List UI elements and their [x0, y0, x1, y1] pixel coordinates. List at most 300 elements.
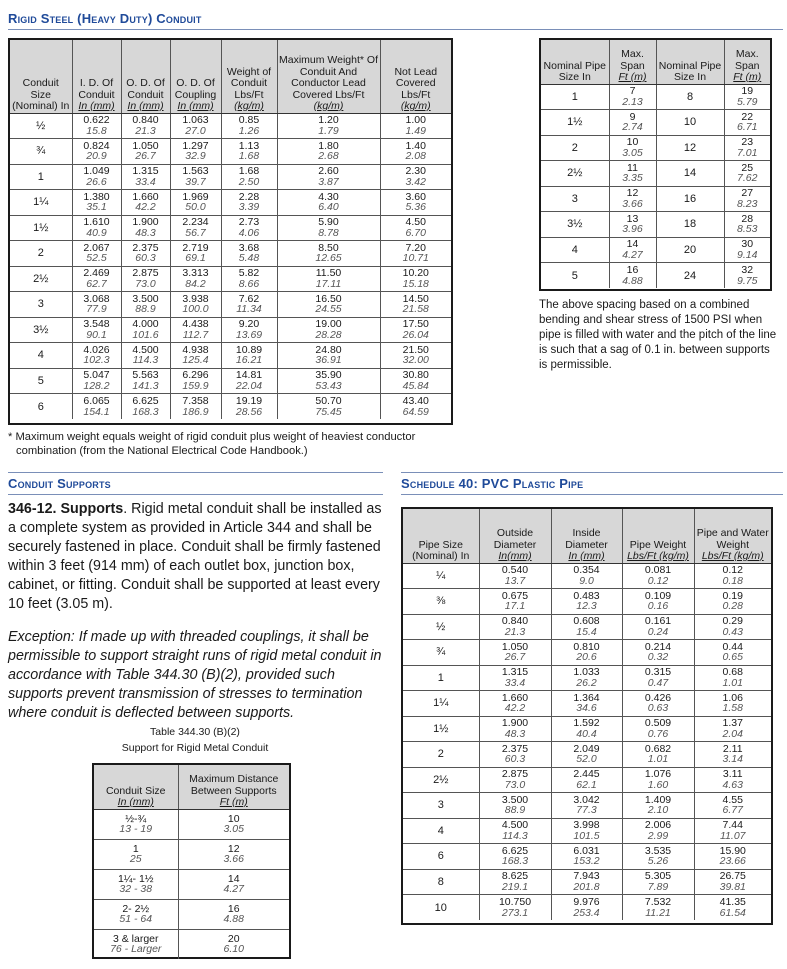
value-cell — [72, 266, 121, 292]
value-cell — [622, 589, 694, 615]
value-cell — [121, 113, 170, 139]
size-cell: ⅜ — [403, 589, 479, 615]
imperial-value: 1 — [132, 842, 139, 855]
column-header — [380, 40, 451, 113]
size-cell: 1 — [10, 164, 72, 190]
imperial-value: 12 — [227, 842, 240, 855]
imperial-value: 1.050 — [501, 640, 529, 653]
imperial-value: 1.297 — [182, 139, 209, 152]
metric-value: 13.69 — [235, 328, 263, 341]
metric-value: 3.66 — [622, 197, 643, 210]
imperial-value: 10.89 — [235, 343, 263, 356]
metric-value: 0.32 — [647, 651, 669, 664]
imperial-value: 1.315 — [501, 666, 529, 679]
value-cell — [380, 292, 451, 318]
value-cell — [622, 614, 694, 640]
value-cell — [551, 742, 622, 768]
value-cell — [622, 691, 694, 717]
imperial-value: 1.049 — [83, 165, 110, 178]
metric-value: 77.9 — [86, 303, 107, 316]
table-row — [94, 839, 289, 869]
imperial-value: 4.500 — [132, 343, 159, 356]
value-cell — [622, 665, 694, 691]
table-row — [403, 767, 771, 793]
value-cell — [622, 640, 694, 666]
imperial-value: 6.625 — [132, 395, 159, 407]
imperial-value: 0.426 — [644, 691, 672, 704]
metric-value: 13 - 19 — [119, 823, 153, 835]
metric-value: 15.4 — [576, 625, 597, 638]
imperial-value: 5.90 — [318, 216, 339, 229]
metric-value: 12.3 — [576, 600, 597, 613]
size-cell: 16 — [656, 186, 724, 212]
value-cell — [277, 113, 380, 139]
metric-value: 154.1 — [83, 405, 110, 418]
metric-value: 21.58 — [402, 303, 429, 316]
value-cell — [479, 640, 551, 666]
imperial-value: 14.50 — [402, 292, 429, 305]
imperial-value: 1.409 — [644, 793, 672, 806]
metric-value: 5.36 — [405, 201, 426, 214]
value-cell — [479, 895, 551, 921]
imperial-value: 6.625 — [501, 844, 529, 857]
value-cell — [609, 110, 656, 136]
value-cell — [622, 767, 694, 793]
metric-value: 17.11 — [315, 277, 342, 290]
table-row — [403, 895, 771, 921]
value-cell — [622, 844, 694, 870]
size-cell: 1 — [403, 665, 479, 691]
metric-value: 42.2 — [504, 702, 526, 715]
value-cell — [221, 139, 277, 165]
value-cell — [221, 368, 277, 394]
value-cell — [72, 190, 121, 216]
value-cell — [121, 368, 170, 394]
size-cell: ½ — [36, 119, 46, 132]
metric-value: 73.0 — [504, 778, 526, 791]
column-header-label: I. D. Of Conduit — [78, 77, 115, 101]
table-row — [541, 161, 770, 187]
metric-value: 33.4 — [504, 676, 526, 689]
value-cell — [72, 215, 121, 241]
imperial-value: 2.875 — [132, 267, 159, 280]
imperial-value: 7.44 — [722, 819, 743, 832]
imperial-value: 0.85 — [238, 114, 260, 127]
imperial-value: 1.050 — [132, 139, 159, 152]
value-cell — [221, 241, 277, 267]
value-cell — [609, 135, 656, 161]
table-row — [10, 343, 451, 369]
imperial-value: 0.354 — [573, 564, 600, 577]
imperial-value: 2.375 — [501, 742, 529, 755]
metric-value: 3.35 — [622, 172, 643, 185]
metric-value: 6.10 — [223, 943, 244, 956]
table-row — [10, 266, 451, 292]
table-row — [94, 869, 289, 899]
value-cell — [609, 186, 656, 212]
value-cell — [94, 929, 178, 959]
value-cell — [380, 394, 451, 420]
imperial-value: 3 & larger — [112, 932, 159, 945]
imperial-value: 0.540 — [501, 564, 529, 577]
metric-value: 101.6 — [132, 328, 159, 341]
size-cell: 10 — [403, 895, 479, 921]
column-header-unit: (kg/m) — [313, 100, 344, 112]
column-header-unit: In(mm) — [498, 550, 532, 562]
metric-value: 1.58 — [722, 702, 743, 715]
size-cell: 18 — [656, 212, 724, 238]
supports-section-title: Conduit Supports — [8, 476, 111, 491]
support-table — [92, 763, 291, 959]
value-cell — [221, 215, 277, 241]
value-cell — [277, 266, 380, 292]
imperial-value: 3.548 — [83, 318, 110, 331]
metric-value: 32.00 — [402, 354, 429, 367]
size-cell: 24 — [656, 263, 724, 289]
column-header — [541, 40, 609, 84]
conduit-section-title: Rigid Steel (Heavy Duty) Conduit — [8, 11, 202, 26]
value-cell — [694, 767, 771, 793]
metric-value: 7.01 — [737, 146, 758, 159]
metric-value: 8.23 — [737, 197, 758, 210]
imperial-value: 7 — [629, 85, 636, 98]
size-cell: 4 — [403, 818, 479, 844]
column-header-label: Pipe Size (Nominal) In — [412, 538, 470, 562]
metric-value: 40.9 — [86, 226, 107, 239]
imperial-value: 8.625 — [501, 870, 529, 883]
value-cell — [170, 292, 221, 318]
value-cell — [170, 368, 221, 394]
size-cell: 2½ — [403, 767, 479, 793]
section-divider — [401, 494, 783, 495]
value-cell — [694, 818, 771, 844]
column-header — [170, 40, 221, 113]
support-table-name: Support for Rigid Metal Conduit — [121, 742, 269, 754]
value-cell — [724, 110, 770, 136]
value-cell — [72, 292, 121, 318]
imperial-value: 2.049 — [573, 742, 600, 755]
value-cell — [551, 869, 622, 895]
metric-value: 112.7 — [182, 328, 209, 341]
metric-value: 52.5 — [86, 252, 107, 265]
table-row — [10, 241, 451, 267]
imperial-value: 0.109 — [644, 589, 672, 602]
value-cell — [479, 589, 551, 615]
imperial-value: 22 — [741, 110, 754, 123]
imperial-value: 0.824 — [83, 139, 110, 152]
imperial-value: 0.810 — [573, 640, 600, 653]
imperial-value: 0.675 — [501, 589, 529, 602]
value-cell — [277, 241, 380, 267]
column-header-label: Maximum Distance Between Supports — [189, 773, 279, 797]
table-row — [10, 215, 451, 241]
imperial-value: 0.214 — [644, 640, 672, 653]
metric-value: 88.9 — [135, 303, 156, 316]
value-cell — [277, 190, 380, 216]
imperial-value: 7.20 — [405, 241, 426, 254]
value-cell — [72, 164, 121, 190]
imperial-value: 16 — [626, 264, 639, 276]
column-header — [551, 509, 622, 563]
value-cell — [694, 665, 771, 691]
metric-value: 84.2 — [185, 277, 206, 290]
size-cell: 1½ — [541, 110, 609, 136]
imperial-value: 30.80 — [402, 369, 429, 382]
metric-value: 201.8 — [573, 880, 600, 893]
supports-exception: Exception: If made up with threaded couplings, it shall be permissible to support straight runs of rigid metal conduit in accordance with Table 344.30 (B)(2), provided such supports prevent transmission of stresses to termination where conduit is deflected between supports. — [8, 629, 382, 721]
imperial-value: 3.68 — [238, 241, 260, 254]
pvc-section-title: Schedule 40: PVC Plastic Pipe — [401, 476, 584, 491]
metric-value: 186.9 — [182, 405, 209, 418]
value-cell — [277, 164, 380, 190]
imperial-value: 0.44 — [722, 640, 743, 653]
value-cell — [609, 263, 656, 289]
value-cell — [694, 793, 771, 819]
column-header-unit: Lbs/Ft (kg/m) — [701, 550, 764, 562]
metric-value: 6.40 — [318, 201, 339, 214]
metric-value: 22.04 — [235, 379, 263, 392]
metric-value: 35.1 — [86, 201, 107, 214]
imperial-value: 5.047 — [83, 369, 110, 382]
imperial-value: 14.81 — [235, 369, 263, 382]
value-cell — [277, 292, 380, 318]
imperial-value: 0.315 — [644, 666, 672, 679]
imperial-value: 5.82 — [238, 267, 260, 280]
metric-value: 25 — [129, 853, 142, 865]
table-row — [403, 691, 771, 717]
imperial-value: 3.938 — [182, 292, 209, 305]
metric-value: 0.16 — [647, 600, 669, 613]
imperial-value: 3.042 — [573, 793, 600, 806]
imperial-value: 2.234 — [182, 216, 209, 229]
metric-value: 114.3 — [502, 829, 528, 842]
value-cell — [694, 589, 771, 615]
column-header-label: Max. Span — [734, 48, 760, 72]
metric-value: 40.4 — [576, 727, 597, 740]
value-cell — [479, 767, 551, 793]
value-cell — [121, 190, 170, 216]
table-row — [403, 640, 771, 666]
metric-value: 114.3 — [132, 354, 159, 367]
imperial-value: 12 — [626, 187, 639, 200]
metric-value: 0.76 — [647, 727, 669, 740]
metric-value: 69.1 — [185, 252, 206, 265]
imperial-value: 0.608 — [573, 615, 600, 628]
metric-value: 0.65 — [722, 651, 743, 664]
metric-value: 23.66 — [719, 855, 746, 868]
metric-value: 3.66 — [223, 853, 244, 865]
imperial-value: 30 — [741, 238, 754, 251]
metric-value: 15.18 — [402, 277, 429, 290]
column-header-unit: In (mm) — [568, 550, 605, 562]
size-cell: 2 — [541, 135, 609, 161]
imperial-value: 4.50 — [405, 216, 426, 229]
value-cell — [694, 563, 771, 589]
imperial-value: 7.62 — [238, 292, 260, 305]
imperial-value: ½-¾ — [125, 812, 147, 825]
metric-value: 273.1 — [501, 906, 529, 919]
table-row — [541, 212, 770, 238]
imperial-value: 4.30 — [318, 190, 339, 203]
column-header — [656, 40, 724, 84]
metric-value: 8.66 — [238, 277, 260, 290]
imperial-value: 1.563 — [182, 165, 209, 178]
table-row — [94, 899, 289, 929]
size-cell: 8 — [403, 869, 479, 895]
table-row — [10, 394, 451, 420]
value-cell — [622, 563, 694, 589]
metric-value: 3.05 — [622, 146, 643, 159]
imperial-value: 4.026 — [83, 343, 110, 356]
metric-value: 0.28 — [722, 600, 743, 613]
metric-value: 101.5 — [573, 829, 600, 842]
metric-value: 28.56 — [235, 405, 263, 418]
size-cell: 1¼ — [10, 190, 72, 216]
value-cell — [622, 793, 694, 819]
metric-value: 159.9 — [182, 379, 209, 392]
value-cell — [178, 929, 289, 959]
value-cell — [178, 809, 289, 839]
metric-value: 4.63 — [722, 778, 743, 791]
metric-value: 9.14 — [737, 248, 758, 261]
size-cell: 1 — [571, 90, 578, 103]
imperial-value: 1.610 — [83, 216, 110, 229]
metric-value: 2.08 — [405, 150, 426, 163]
value-cell — [551, 818, 622, 844]
value-cell — [170, 139, 221, 165]
metric-value: 62.1 — [576, 778, 597, 791]
value-cell — [178, 869, 289, 899]
table-row — [541, 135, 770, 161]
imperial-value: 0.081 — [644, 564, 672, 577]
value-cell — [694, 844, 771, 870]
value-cell — [221, 164, 277, 190]
size-cell: 5 — [541, 263, 609, 289]
table-row — [10, 113, 451, 139]
metric-value: 128.2 — [83, 379, 110, 392]
size-cell: ¾ — [10, 139, 72, 165]
value-cell — [277, 215, 380, 241]
column-header-label: Pipe and Water Weight — [696, 527, 769, 551]
metric-value: 11.34 — [236, 303, 262, 316]
metric-value: 4.88 — [622, 274, 643, 287]
size-cell: 6 — [10, 394, 72, 420]
support-table-caption — [95, 726, 295, 755]
value-cell — [94, 839, 178, 869]
table-row — [403, 742, 771, 768]
imperial-value: 2.445 — [573, 768, 600, 781]
metric-value: 48.3 — [504, 727, 526, 740]
imperial-value: 19 — [741, 85, 754, 98]
metric-value: 5.48 — [238, 252, 260, 265]
metric-value: 53.43 — [315, 379, 342, 392]
metric-value: 0.18 — [722, 574, 743, 587]
conduit-footnote: * Maximum weight equals weight of rigid conduit plus weight of heaviest conductor combination (from the National Electrical Code Handbook.) — [8, 431, 416, 457]
imperial-value: 19.00 — [315, 318, 342, 331]
value-cell — [551, 895, 622, 921]
imperial-value: 1.969 — [182, 190, 209, 203]
table-row — [10, 190, 451, 216]
value-cell — [72, 317, 121, 343]
value-cell — [380, 317, 451, 343]
table-row — [94, 929, 289, 959]
size-cell: 3 — [541, 186, 609, 212]
value-cell — [551, 640, 622, 666]
imperial-value: 2.067 — [83, 241, 110, 254]
pipe-span-table — [539, 38, 772, 291]
imperial-value: 32 — [741, 264, 754, 276]
value-cell — [221, 317, 277, 343]
size-cell: 2½ — [541, 161, 609, 187]
metric-value: 168.3 — [501, 855, 529, 868]
metric-value: 1.01 — [722, 676, 743, 689]
metric-value: 50.0 — [185, 201, 206, 214]
metric-value: 21.3 — [135, 124, 156, 137]
value-cell — [72, 241, 121, 267]
table-row — [403, 614, 771, 640]
size-cell: 2 — [10, 241, 72, 267]
imperial-value: 1.900 — [501, 717, 529, 730]
value-cell — [221, 113, 277, 139]
value-cell — [121, 317, 170, 343]
metric-value: 1.79 — [318, 124, 339, 137]
metric-value: 11.21 — [645, 906, 671, 919]
size-cell: 3½ — [541, 212, 609, 238]
metric-value: 5.26 — [647, 855, 669, 868]
column-header-label: Not Lead Covered Lbs/Ft — [394, 65, 438, 101]
column-header-unit: Ft (m) — [733, 71, 762, 83]
value-cell — [551, 589, 622, 615]
metric-value: 100.0 — [182, 303, 209, 316]
value-cell — [551, 844, 622, 870]
rigid-conduit-header-row — [10, 40, 451, 113]
value-cell — [121, 164, 170, 190]
imperial-value: 1¼- 1½ — [117, 872, 154, 885]
metric-value: 0.63 — [647, 702, 669, 715]
imperial-value: 0.29 — [722, 615, 743, 628]
imperial-value: 0.19 — [722, 589, 743, 602]
metric-value: 7.89 — [647, 880, 669, 893]
metric-value: 24.55 — [315, 303, 342, 316]
imperial-value: 2.73 — [238, 216, 260, 229]
metric-value: 1.01 — [647, 753, 669, 766]
size-cell: 1¼ — [403, 691, 479, 717]
column-header — [277, 40, 380, 113]
table-row — [541, 110, 770, 136]
imperial-value: 9 — [629, 110, 636, 123]
metric-value: 2.04 — [722, 727, 743, 740]
imperial-value: 0.68 — [722, 666, 743, 679]
value-cell — [551, 665, 622, 691]
size-cell: 3½ — [10, 317, 72, 343]
metric-value: 60.3 — [504, 753, 526, 766]
value-cell — [609, 237, 656, 263]
value-cell — [551, 691, 622, 717]
imperial-value: 41.35 — [719, 896, 746, 908]
table-row — [541, 84, 770, 110]
column-header-label: Conduit Size — [105, 784, 166, 797]
imperial-value: 2.60 — [318, 165, 339, 178]
value-cell — [622, 818, 694, 844]
metric-value: 8.53 — [737, 223, 758, 236]
imperial-value: 6.296 — [182, 369, 209, 382]
metric-value: 52.0 — [576, 753, 597, 766]
value-cell — [121, 241, 170, 267]
metric-value: 26.7 — [504, 651, 526, 664]
imperial-value: 28 — [741, 212, 754, 225]
metric-value: 56.7 — [185, 226, 206, 239]
value-cell — [178, 899, 289, 929]
